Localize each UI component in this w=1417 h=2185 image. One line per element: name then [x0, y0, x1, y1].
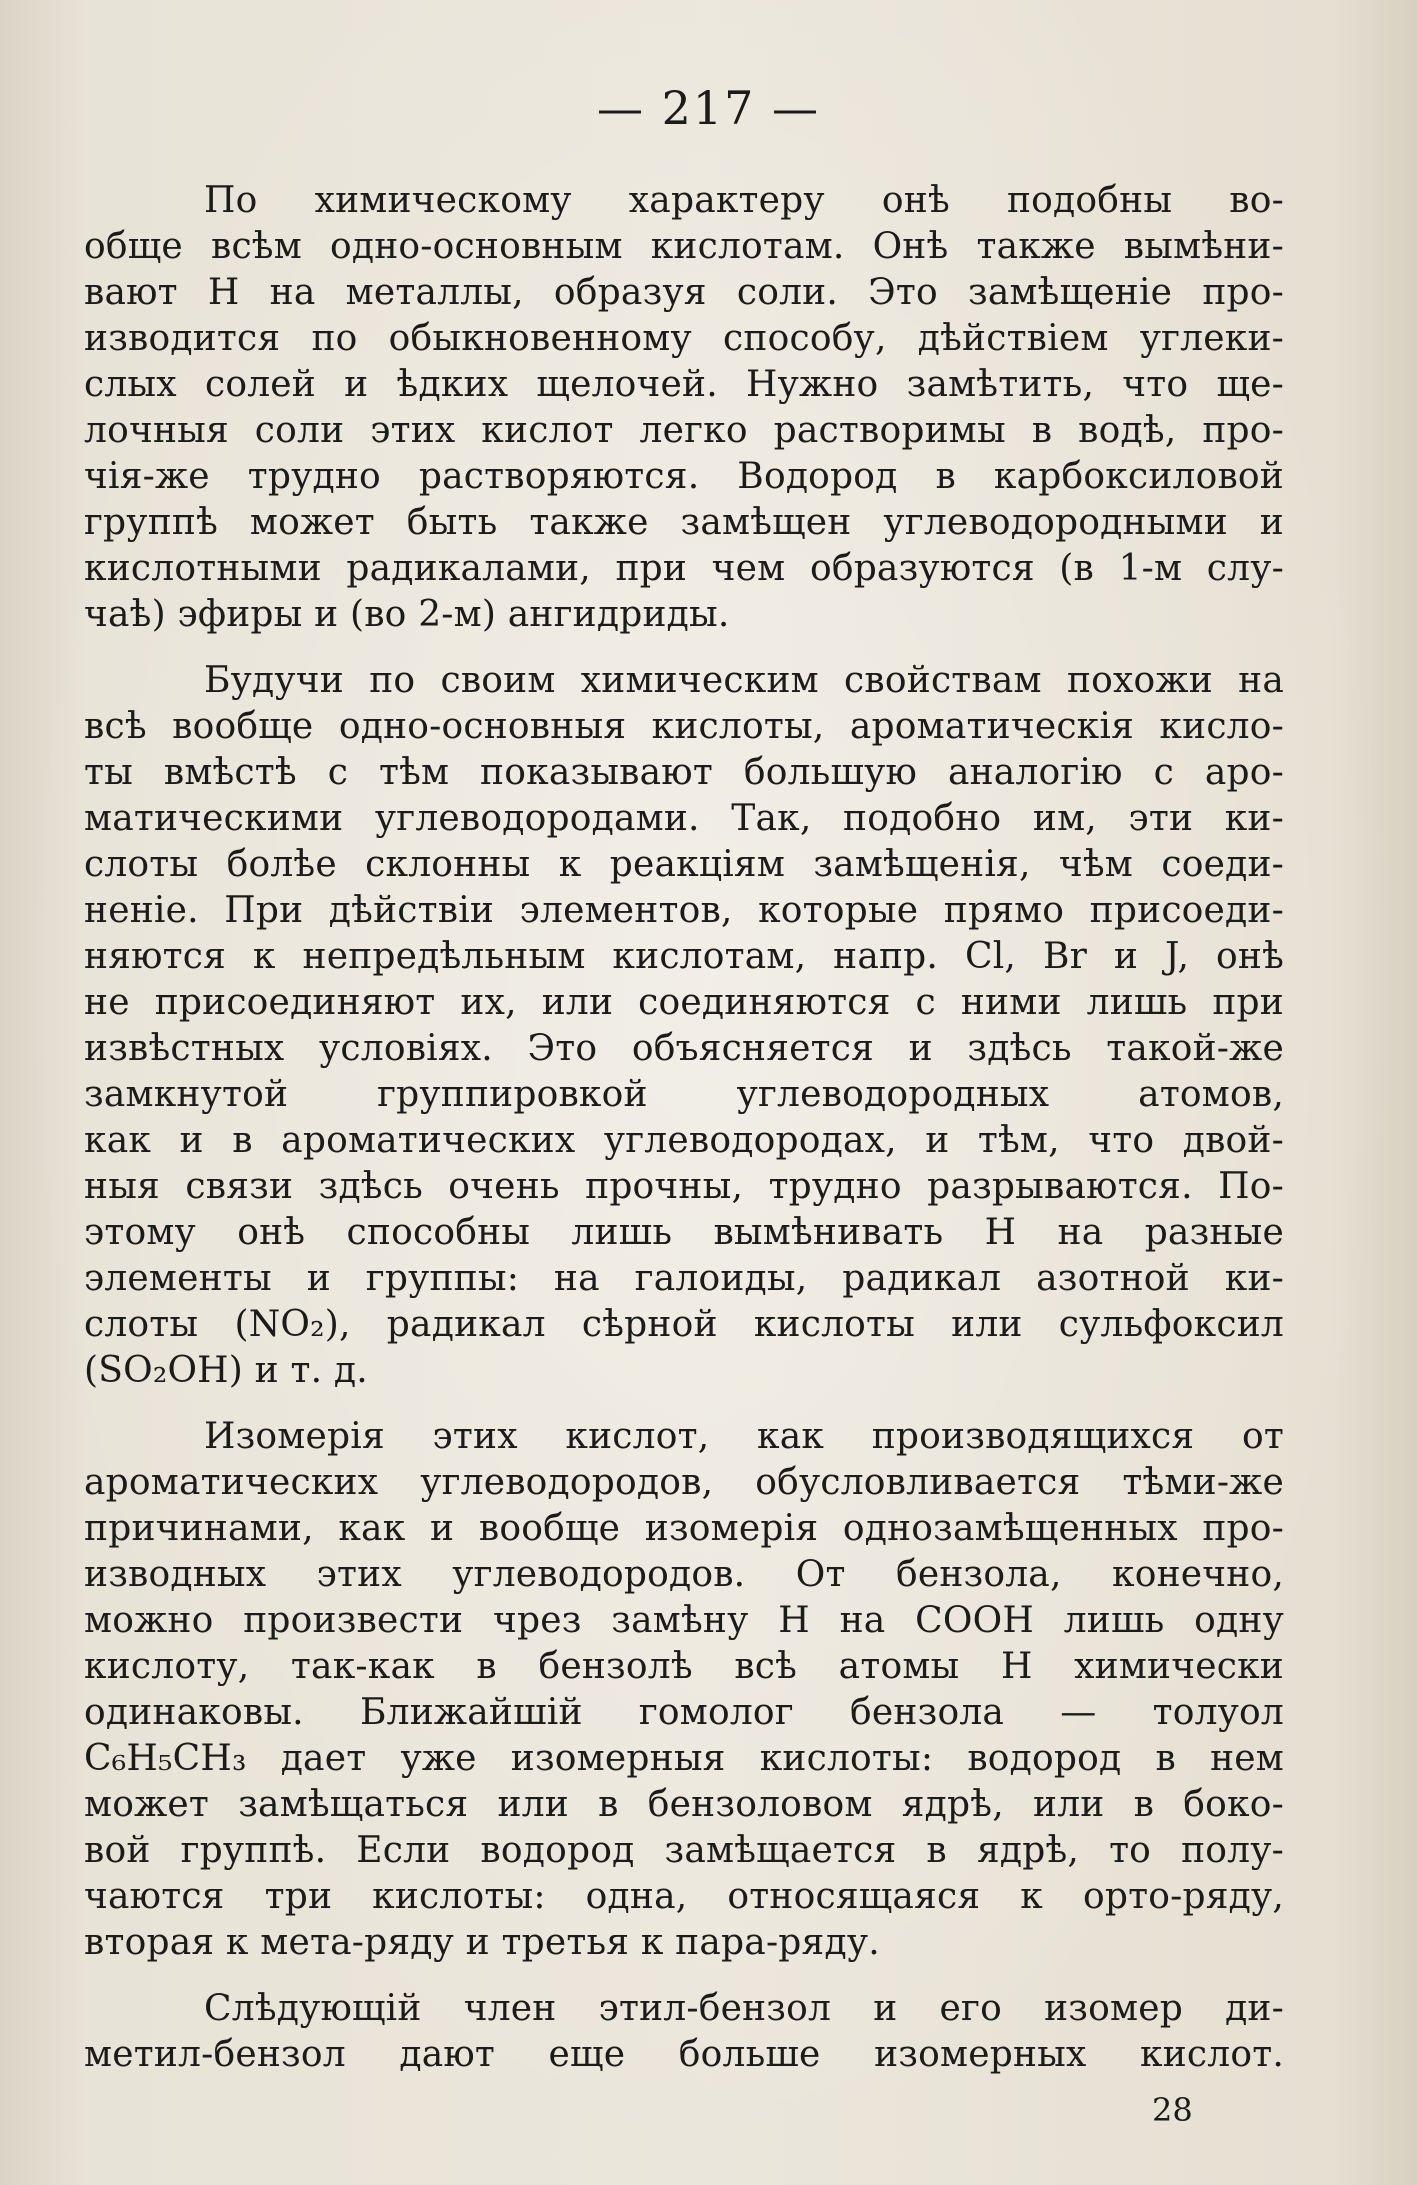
text-line: кислоту, так-как в бензолѣ всѣ атомы Н химически	[84, 1646, 1284, 1687]
text-line: вают Н на металлы, образуя соли. Это замѣщеніе про-	[84, 272, 1284, 313]
text-line: причинами, как и вообще изомерія однозамѣщенных про-	[84, 1508, 1284, 1549]
text-line: ароматических углеводородов, обусловливается тѣми-же	[84, 1462, 1284, 1503]
text-line: изводится по обыкновенному способу, дѣйствіем углеки-	[84, 318, 1284, 359]
text-line: не присоединяют их, или соединяются с ними лишь при	[84, 982, 1284, 1023]
text-line: По химическому характеру онѣ подобны во-	[204, 180, 1284, 221]
text-line: Изомерія этих кислот, как производящихся от	[204, 1416, 1284, 1457]
body-text	[84, 178, 1284, 2075]
text-line: няются к непредѣльным кислотам, напр. Cl, Br и J, онѣ	[84, 936, 1284, 977]
text-line: ныя связи здѣсь очень прочны, трудно разрываются. По-	[84, 1166, 1284, 1207]
signature-mark: 28	[1152, 2091, 1193, 2129]
text-line: слых солей и ѣдких щелочей. Нужно замѣтить, что ще-	[84, 364, 1284, 405]
text-line: чаѣ) эфиры и (во 2-м) ангидриды.	[84, 594, 730, 635]
text-line: может замѣщаться или в бензоловом ядрѣ, или в боко-	[84, 1784, 1284, 1825]
text-line: элементы и группы: на галоиды, радикал азотной ки-	[84, 1258, 1284, 1299]
page-number: — 217 —	[596, 81, 821, 135]
text-line: ты вмѣстѣ с тѣм показывают большую аналогію с аро-	[84, 752, 1284, 793]
text-line: слоты болѣе склонны к реакціям замѣщенія, чѣм соеди-	[84, 844, 1284, 885]
text-line: Слѣдующій член этил-бензол и его изомер ди-	[204, 1988, 1284, 2029]
text-line: неніе. При дѣйствіи элементов, которые прямо присоеди-	[84, 890, 1284, 931]
text-line: как и в ароматических углеводородах, и тѣм, что двой-	[84, 1120, 1284, 1161]
text-line: изводных этих углеводородов. От бензола, конечно,	[84, 1554, 1284, 1595]
text-line: (SO₂OH) и т. д.	[84, 1350, 368, 1391]
text-line: одинаковы. Ближайшій гомолог бензола — толуол	[84, 1692, 1284, 1733]
text-line: слоты (NO₂), радикал сѣрной кислоты или сульфоксил	[84, 1304, 1284, 1345]
text-line: замкнутой группировкой углеводородных атомов,	[84, 1074, 1284, 1115]
text-line: всѣ вообще одно-основныя кислоты, ароматическія кисло-	[84, 706, 1284, 747]
text-line: вторая к мета-ряду и третья к пара-ряду.	[84, 1922, 880, 1963]
text-line: лочныя соли этих кислот легко растворимы в водѣ, про-	[84, 410, 1284, 451]
text-line: кислотными радикалами, при чем образуются (в 1-м слу-	[84, 548, 1284, 589]
text-line: метил-бензол дают еще больше изомерных кислот.	[84, 2034, 1284, 2075]
text-line: матическими углеводородами. Так, подобно им, эти ки-	[84, 798, 1284, 839]
text-line: этому онѣ способны лишь вымѣнивать Н на разные	[84, 1212, 1284, 1253]
text-line: извѣстных условіях. Это объясняется и здѣсь такой-же	[84, 1028, 1284, 1069]
text-line: можно произвести чрез замѣну Н на СООН лишь одну	[84, 1600, 1284, 1641]
text-line: вой группѣ. Если водород замѣщается в ядрѣ, то полу-	[84, 1830, 1284, 1871]
text-line: группѣ может быть также замѣщен углеводородными и	[84, 502, 1284, 543]
text-line: обще всѣм одно-основным кислотам. Онѣ также вымѣни-	[84, 226, 1284, 267]
text-line: Будучи по своим химическим свойствам похожи на	[204, 660, 1284, 701]
text-line: чаются три кислоты: одна, относящаяся к орто-ряду,	[84, 1876, 1284, 1917]
text-line: C₆H₅CH₃ дает уже изомерныя кислоты: водород в нем	[84, 1738, 1284, 1779]
text-line: чія-же трудно растворяются. Водород в карбоксиловой	[84, 456, 1284, 497]
